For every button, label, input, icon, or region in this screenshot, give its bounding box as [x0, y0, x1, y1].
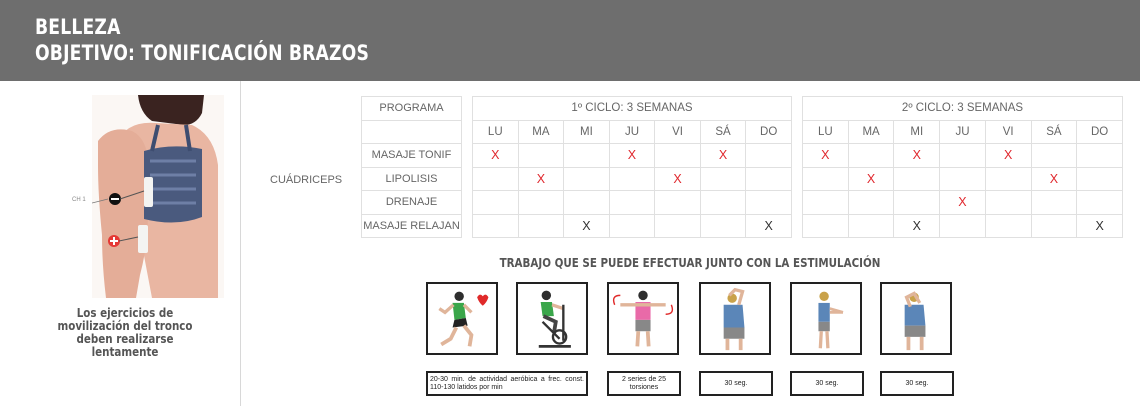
schedule-cell [518, 191, 564, 215]
schedule-cell: X [473, 144, 519, 168]
schedule-cell [848, 191, 894, 215]
schedule-cell [985, 167, 1031, 191]
schedule-cell [1031, 214, 1077, 238]
schedule-cell: X [746, 214, 792, 238]
schedule-cell [700, 167, 746, 191]
schedule-cell [985, 214, 1031, 238]
day-header: MA [518, 120, 564, 144]
schedule-cell: X [940, 191, 986, 215]
schedule-cell: X [700, 144, 746, 168]
schedule-cell [848, 144, 894, 168]
schedule-cell [1077, 144, 1123, 168]
day-header: JU [940, 120, 986, 144]
arm-photo [92, 95, 224, 298]
day-header: SÁ [1031, 120, 1077, 144]
day-header: DO [1077, 120, 1123, 144]
program-row-label: DRENAJE [362, 191, 462, 215]
schedule-cell [518, 214, 564, 238]
program-labels-table [361, 96, 462, 238]
day-header: JU [609, 120, 655, 144]
schedule-cell [609, 214, 655, 238]
program-row-label: MASAJE RELAJAN [362, 214, 462, 238]
arm-stretch-behind-icon [880, 282, 952, 355]
schedule-cell: X [894, 214, 940, 238]
arm-stretch-front-icon [790, 282, 862, 355]
schedule-cell [746, 167, 792, 191]
schedule-cell [940, 144, 986, 168]
schedule-cell: X [1031, 167, 1077, 191]
cycle-2-table [802, 96, 1123, 238]
day-header: LU [473, 120, 519, 144]
schedule-cell [746, 191, 792, 215]
electrode-label: CH 1 [72, 197, 86, 203]
schedule-cell [803, 191, 849, 215]
arm-stretch-overhead-icon [699, 282, 771, 355]
schedule-cell: X [655, 167, 701, 191]
schedule-cell [985, 191, 1031, 215]
schedule-cell [609, 167, 655, 191]
schedule-cell [609, 191, 655, 215]
schedule-cell [940, 214, 986, 238]
page-header [0, 0, 1140, 81]
schedule-cell: X [894, 144, 940, 168]
blank-cell [362, 120, 462, 144]
stretch-note-box-1: 30 seg. [699, 371, 773, 396]
schedule-cell [564, 167, 610, 191]
cycle-title: 1º CICLO: 3 SEMANAS [473, 97, 792, 121]
schedule-cell [1031, 144, 1077, 168]
day-header: DO [746, 120, 792, 144]
page-subtitle: OBJETIVO: TONIFICACIÓN BRAZOS [35, 41, 370, 65]
cycle-1-table [472, 96, 792, 238]
schedule-cell [894, 167, 940, 191]
schedule-cell [1077, 191, 1123, 215]
schedule-cell [473, 214, 519, 238]
day-header: MA [848, 120, 894, 144]
schedule-cell [564, 191, 610, 215]
exercises-title: TRABAJO QUE SE PUEDE EFECTUAR JUNTO CON LA ESTIMULACIÓN [499, 256, 881, 270]
day-header: MI [894, 120, 940, 144]
schedule-cell [746, 144, 792, 168]
schedule-cell [940, 167, 986, 191]
day-header: LU [803, 120, 849, 144]
day-header: SÁ [700, 120, 746, 144]
torso-twist-exercise-icon [607, 282, 679, 355]
program-row-label: MASAJE TONIF [362, 144, 462, 168]
torsion-note-box: 2 series de 25 torsiones [607, 371, 681, 396]
schedule-cell: X [803, 144, 849, 168]
schedule-cell [564, 144, 610, 168]
photo-caption: Los ejercicios de movilización del tronco deben realizarse lentamente [57, 306, 193, 359]
schedule-cell [473, 191, 519, 215]
stretch-note-box-2: 30 seg. [790, 371, 864, 396]
schedule-cell [1031, 191, 1077, 215]
schedule-cell [700, 214, 746, 238]
page-title: BELLEZA [35, 15, 121, 39]
schedule-cell: X [848, 167, 894, 191]
day-header: VI [985, 120, 1031, 144]
schedule-cell [1077, 167, 1123, 191]
schedule-cell [473, 167, 519, 191]
schedule-cell: X [518, 167, 564, 191]
schedule-cell [700, 191, 746, 215]
schedule-cell [655, 191, 701, 215]
schedule-cell [655, 214, 701, 238]
day-header: VI [655, 120, 701, 144]
exercise-bike-icon [516, 282, 588, 355]
muscle-label: CUÁDRICEPS [270, 174, 343, 186]
running-exercise-icon [426, 282, 498, 355]
schedule-cell [848, 214, 894, 238]
schedule-cell: X [1077, 214, 1123, 238]
schedule-cell: X [985, 144, 1031, 168]
schedule-cell [803, 167, 849, 191]
schedule-cell [518, 144, 564, 168]
stretch-note-box-3: 30 seg. [880, 371, 954, 396]
program-header-cell: PROGRAMA [362, 97, 462, 121]
schedule-cell [655, 144, 701, 168]
cycle-title: 2º CICLO: 3 SEMANAS [803, 97, 1123, 121]
column-divider [240, 81, 241, 406]
schedule-cell [894, 191, 940, 215]
schedule-cell [803, 214, 849, 238]
schedule-cell: X [564, 214, 610, 238]
aerobic-note-box: 20-30 min. de actividad aeróbica a frec. const. 110-130 latidos por min [426, 371, 588, 396]
day-header: MI [564, 120, 610, 144]
schedule-cell: X [609, 144, 655, 168]
program-row-label: LIPOLISIS [362, 167, 462, 191]
